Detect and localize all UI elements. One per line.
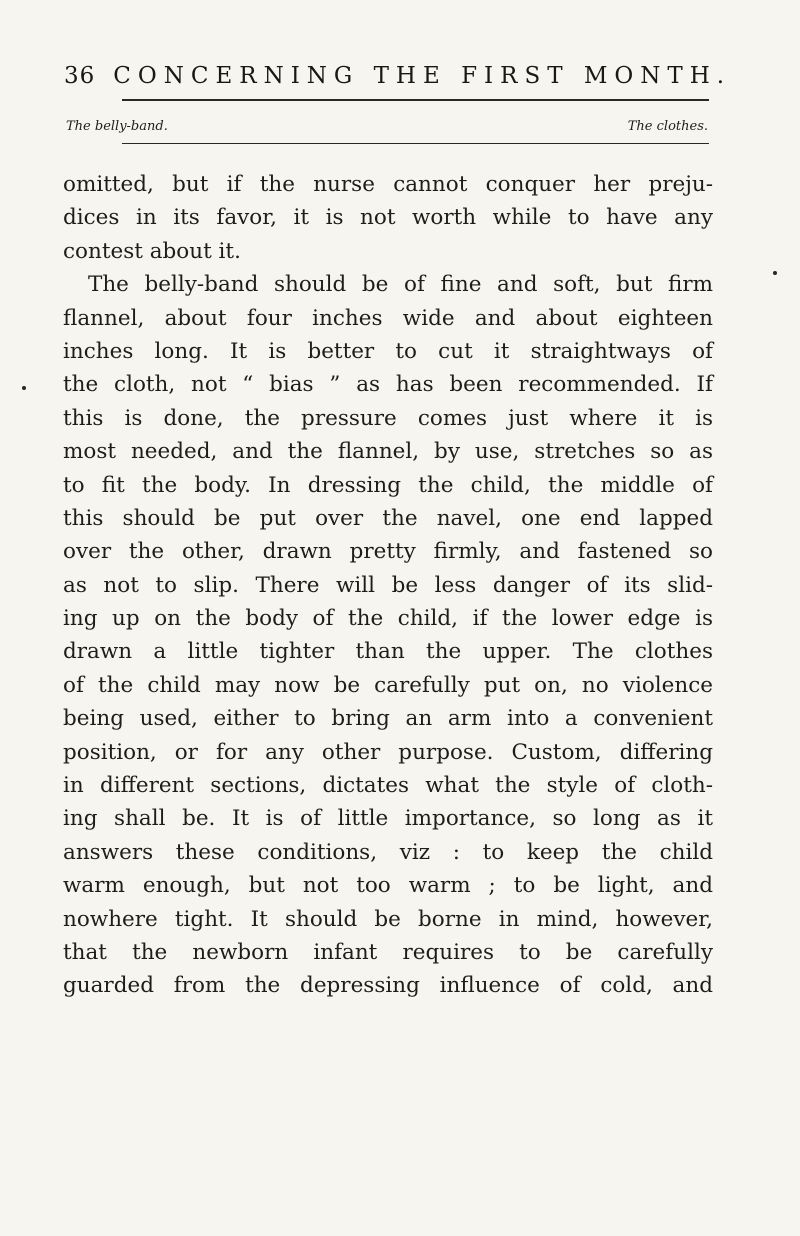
text-line: to fit the body. In dressing the child, the middle of: [63, 472, 713, 498]
margin-speck: [22, 386, 26, 390]
running-title: CONCERNING THE FIRST MONTH.: [113, 63, 732, 89]
text-line: being used, either to bring an arm into a convenient: [63, 706, 713, 732]
text-line: of the child may now be carefully put on, no violence: [63, 672, 713, 698]
text-line: as not to slip. There will be less danger of its slid-: [63, 572, 713, 598]
text-line: dices in its favor, it is not worth while to have any: [63, 205, 713, 231]
text-line: the cloth, not “ bias ” as has been recommended. If: [63, 372, 713, 398]
page-number: 36: [64, 63, 96, 89]
text-line: flannel, about four inches wide and about eighteen: [63, 305, 713, 331]
text-line: omitted, but if the nurse cannot conquer her preju-: [63, 172, 713, 197]
text-line: most needed, and the flannel, by use, stretches so as: [63, 439, 713, 465]
text-line: drawn a little tighter than the upper. The clothes: [63, 639, 713, 665]
text-line: position, or for any other purpose. Custom, differing: [63, 739, 713, 765]
text-line: in different sections, dictates what the style of cloth-: [63, 773, 713, 799]
text-line: contest about it.: [63, 238, 241, 264]
sidenote-clothes: The clothes.: [627, 119, 708, 134]
text-line: ing shall be. It is of little importance, so long as it: [63, 806, 713, 832]
header-rule-bottom: [122, 143, 709, 144]
text-line: this should be put over the navel, one end lapped: [63, 505, 713, 531]
text-line: The belly-band should be of fine and soft, but firm: [88, 272, 713, 298]
body-text: [63, 168, 713, 1003]
text-line: warm enough, but not too warm ; to be light, and: [63, 873, 713, 899]
running-head: [64, 63, 744, 89]
margin-speck: [773, 271, 777, 275]
header-rule-top: [122, 99, 709, 101]
text-line: guarded from the depressing influence of cold, and: [63, 973, 713, 999]
text-line: that the newborn infant requires to be carefully: [63, 939, 713, 965]
text-line: inches long. It is better to cut it straightways of: [63, 338, 713, 364]
text-line: over the other, drawn pretty firmly, and fastened so: [63, 539, 713, 565]
text-line: nowhere tight. It should be borne in mind, however,: [63, 906, 713, 932]
text-line: this is done, the pressure comes just where it is: [63, 405, 713, 431]
sidenote-belly-band: The belly-band.: [66, 119, 168, 134]
text-line: answers these conditions, viz : to keep the child: [63, 839, 713, 865]
text-line: ing up on the body of the child, if the lower edge is: [63, 606, 713, 632]
